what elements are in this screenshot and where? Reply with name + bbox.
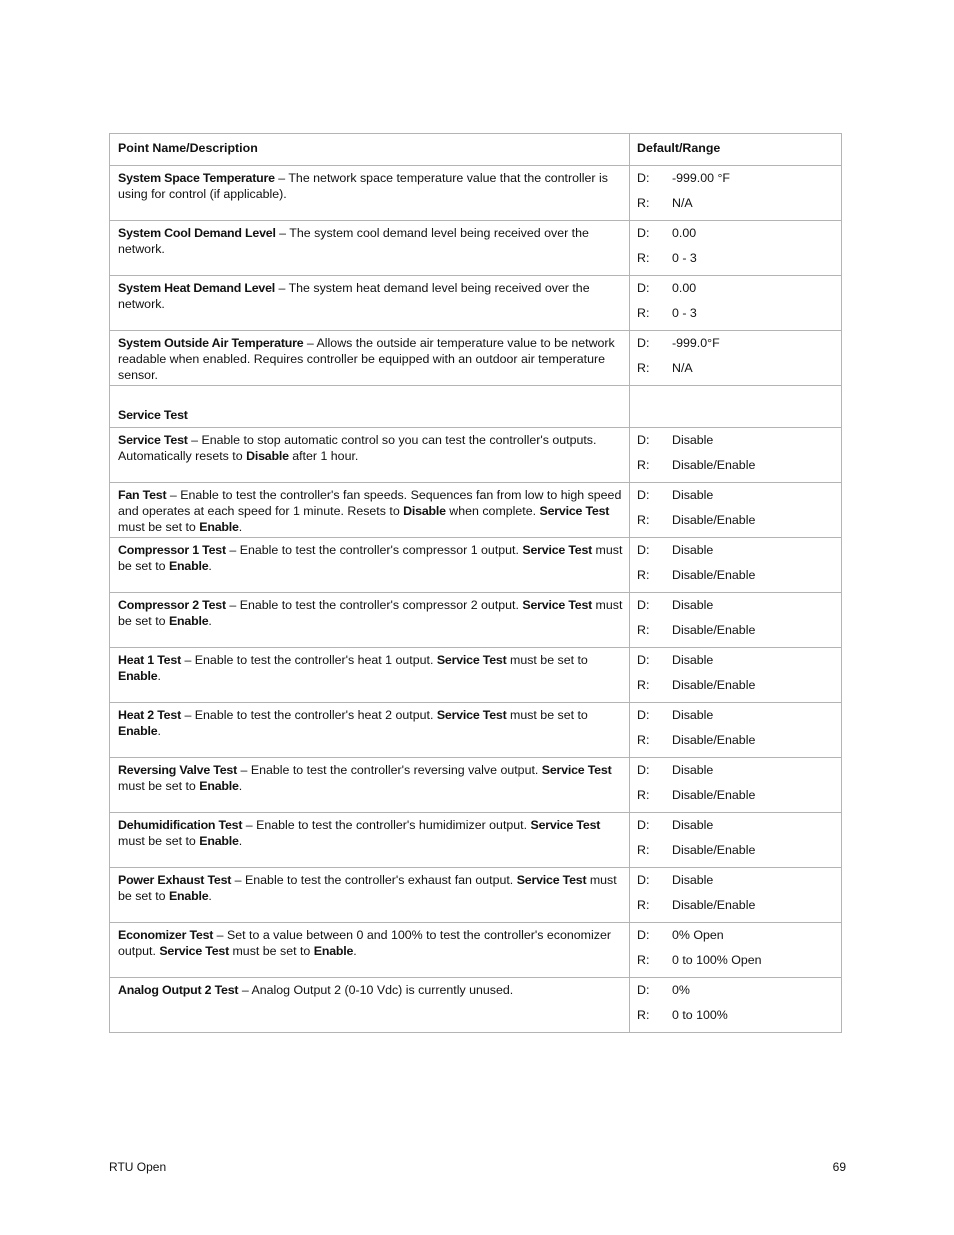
description-text: – Enable to test the controller's humidimizer output. [242,818,531,832]
default-value: Disable [672,488,714,502]
emphasis-text: Service Test [541,763,612,777]
default-value-line [637,762,835,787]
default-value: Disable [672,598,714,612]
default-value-line [637,707,835,732]
default-range-cell [630,538,842,593]
section-header-row [110,386,842,428]
range-value-line [637,250,835,275]
range-value-line [637,787,835,812]
point-name: System Space Temperature [118,171,275,185]
points-table [109,133,842,1033]
range-value: Disable/Enable [672,898,756,912]
description-text: . [208,614,212,628]
point-name: System Outside Air Temperature [118,336,304,350]
description-text: – Analog Output 2 (0-10 Vdc) is currently unused. [238,983,514,997]
point-name: Economizer Test [118,928,214,942]
emphasis-text: Service Test [539,504,610,518]
description-text: – Allows the outside air temperature value to be network readable when enabled. Requires controller be equipped with an outdoor air temperature sensor. [118,336,615,382]
range-value-label: R: [637,568,650,582]
point-name: System Cool Demand Level [118,226,276,240]
point-description [110,428,630,483]
default-value-label: D: [637,818,650,832]
default-value-label: D: [637,433,650,447]
description-text: – The system cool demand level being received over the network. [118,226,589,256]
emphasis-text: Enable [313,944,354,958]
description-text: must be set to [118,520,200,534]
range-value: Disable/Enable [672,568,756,582]
default-range-cell [630,276,842,331]
description-text: . [238,834,243,848]
default-value-line [637,335,835,360]
description-text: – Enable to test the controller's compressor 1 output. [225,543,523,557]
default-range-cell [630,648,842,703]
default-value-label: D: [637,873,650,887]
range-value-line [637,360,835,385]
range-value-line [637,952,835,977]
description-text: must be set to [118,834,200,848]
point-description [110,593,630,648]
default-value: 0% [672,983,690,997]
description-text: – Enable to test the controller's reversing valve output. [237,763,542,777]
range-value: N/A [672,361,693,375]
point-name: System Heat Demand Level [118,281,276,295]
default-range-cell [630,593,842,648]
range-value: 0 - 3 [672,251,697,265]
description-text: – Set to a value between 0 and 100% to test the controller's economizer output. [118,928,611,958]
emphasis-text: Enable [118,724,158,738]
range-value: Disable/Enable [672,733,756,747]
point-name: Analog Output 2 Test [118,983,239,997]
range-value-label: R: [637,306,650,320]
description-text: – Enable to stop automatic control so you can test the controller's outputs. Automatically resets to [118,433,597,463]
range-value-line [637,512,835,537]
range-value-line [637,1007,835,1032]
emphasis-text: Service Test [436,653,507,667]
default-value: Disable [672,653,714,667]
default-value: -999.00 °F [672,171,730,185]
description-text: . [208,889,212,903]
header-default-range: Default/Range [630,134,842,166]
default-range-cell [630,428,842,483]
point-description [110,703,630,758]
default-value-label: D: [637,543,650,557]
description-text: – Enable to test the controller's exhaust fan output. [231,873,517,887]
point-name: Power Exhaust Test [118,873,232,887]
point-description [110,978,630,1033]
default-value-line [637,280,835,305]
emphasis-text: Disable [246,449,289,463]
default-value: 0.00 [672,226,697,240]
default-value: 0.00 [672,281,697,295]
default-value-label: D: [637,928,650,942]
range-value: Disable/Enable [672,623,756,637]
point-name: Fan Test [118,488,167,502]
emphasis-text: Service Test [159,944,230,958]
emphasis-text: Disable [403,504,446,518]
default-value-label: D: [637,983,650,997]
default-range-cell [630,331,842,386]
default-value-line [637,225,835,250]
range-value-label: R: [637,1008,650,1022]
table-header-row [110,134,842,166]
range-value-line [637,842,835,867]
range-value-label: R: [637,953,650,967]
table-row [110,758,842,813]
range-value: Disable/Enable [672,513,756,527]
default-value: Disable [672,543,714,557]
point-description [110,868,630,923]
default-value-label: D: [637,336,650,350]
range-value-label: R: [637,251,650,265]
point-description [110,331,630,386]
default-value-label: D: [637,763,650,777]
range-value-line [637,567,835,592]
description-text: – The system heat demand level being received over the network. [118,281,590,311]
default-value: Disable [672,433,714,447]
point-name: Dehumidification Test [118,818,243,832]
default-range-cell [630,923,842,978]
default-value-label: D: [637,488,650,502]
range-value-label: R: [637,898,650,912]
default-value-label: D: [637,171,650,185]
section-empty-cell [630,386,842,428]
default-value-label: D: [637,708,650,722]
table-row [110,813,842,868]
emphasis-text: Service Test [436,708,507,722]
emphasis-text: Enable [168,614,209,628]
range-value-line [637,897,835,922]
point-description [110,276,630,331]
range-value: Disable/Enable [672,788,756,802]
range-value-label: R: [637,513,650,527]
default-value-line [637,487,835,512]
range-value: Disable/Enable [672,843,756,857]
point-name: Reversing Valve Test [118,763,238,777]
point-description [110,538,630,593]
default-value-line [637,652,835,677]
point-name: Service Test [118,433,188,447]
description-text: must be set to [118,598,623,628]
table-row [110,276,842,331]
point-name: Compressor 1 Test [118,543,226,557]
range-value-label: R: [637,678,650,692]
table-row [110,868,842,923]
table-row [110,483,842,538]
point-description [110,758,630,813]
default-value: 0% Open [672,928,724,942]
range-value-line [637,677,835,702]
range-value: 0 - 3 [672,306,697,320]
table-row [110,978,842,1033]
description-text: – Enable to test the controller's compressor 2 output. [225,598,523,612]
emphasis-text: Service Test [522,543,593,557]
point-description [110,813,630,868]
range-value: Disable/Enable [672,458,756,472]
default-value-line [637,982,835,1007]
range-value-line [637,305,835,330]
table-row [110,331,842,386]
default-range-cell [630,758,842,813]
table-row [110,166,842,221]
table-row [110,593,842,648]
default-range-cell [630,703,842,758]
emphasis-text: Enable [199,779,239,793]
emphasis-text: Enable [168,889,209,903]
default-range-cell [630,978,842,1033]
default-value-line [637,542,835,567]
emphasis-text: Enable [199,520,239,534]
default-value-line [637,817,835,842]
point-description [110,166,630,221]
default-value: Disable [672,873,714,887]
point-name: Compressor 2 Test [118,598,226,612]
range-value-label: R: [637,733,650,747]
range-value-line [637,732,835,757]
default-value-line [637,872,835,897]
default-range-cell [630,166,842,221]
point-description [110,221,630,276]
description-text: – Enable to test the controller's fan speeds. Sequences fan from low to high speed and operates at each speed for 1 minute. Resets to [118,488,622,518]
footer-document-title: RTU Open [109,1160,167,1174]
table-row [110,648,842,703]
description-text: must be set to [118,543,623,573]
range-value-line [637,195,835,220]
default-value: Disable [672,708,714,722]
default-value-line [637,432,835,457]
description-text: . [238,779,243,793]
description-text: – The network space temperature value that the controller is using for control (if applicable). [118,171,608,201]
table-row [110,923,842,978]
point-name: Heat 1 Test [118,653,181,667]
default-range-cell [630,813,842,868]
table-row [110,428,842,483]
point-description [110,483,630,538]
range-value: 0 to 100% Open [672,953,762,967]
range-value: Disable/Enable [672,678,756,692]
description-text: . [157,669,161,683]
point-name: Heat 2 Test [118,708,181,722]
default-value-label: D: [637,226,650,240]
range-value: N/A [672,196,693,210]
emphasis-text: Enable [199,834,239,848]
description-text: . [238,520,243,534]
range-value-label: R: [637,843,650,857]
default-value-line [637,597,835,622]
default-value: Disable [672,818,714,832]
description-text: when complete. [445,504,540,518]
description-text: – Enable to test the controller's heat 1 output. [181,653,437,667]
range-value: 0 to 100% [672,1008,728,1022]
table-row [110,703,842,758]
range-value-label: R: [637,361,650,375]
range-value-label: R: [637,623,650,637]
header-point-name: Point Name/Description [110,134,630,166]
default-value-line [637,170,835,195]
range-value-line [637,457,835,482]
default-range-cell [630,483,842,538]
description-text: must be set to [506,653,588,667]
range-value-label: R: [637,458,650,472]
description-text: must be set to [118,873,617,903]
description-text: must be set to [506,708,588,722]
range-value-line [637,622,835,647]
default-value-label: D: [637,281,650,295]
footer-page-number: 69 [832,1160,846,1174]
table-row [110,221,842,276]
default-value-label: D: [637,598,650,612]
emphasis-text: Enable [168,559,209,573]
default-value-label: D: [637,653,650,667]
table-row [110,538,842,593]
default-range-cell [630,221,842,276]
default-value: Disable [672,763,714,777]
default-value: -999.0°F [672,336,720,350]
emphasis-text: Service Test [516,873,587,887]
emphasis-text: Enable [118,669,158,683]
range-value-label: R: [637,788,650,802]
section-title: Service Test [110,386,630,428]
description-text: – Enable to test the controller's heat 2 output. [181,708,437,722]
description-text: . [208,559,212,573]
description-text: must be set to [229,944,314,958]
description-text: after 1 hour. [288,449,359,463]
description-text: must be set to [118,779,200,793]
description-text: . [353,944,357,958]
point-description [110,648,630,703]
description-text: . [157,724,161,738]
emphasis-text: Service Test [530,818,601,832]
emphasis-text: Service Test [522,598,593,612]
default-range-cell [630,868,842,923]
range-value-label: R: [637,196,650,210]
default-value-line [637,927,835,952]
point-description [110,923,630,978]
